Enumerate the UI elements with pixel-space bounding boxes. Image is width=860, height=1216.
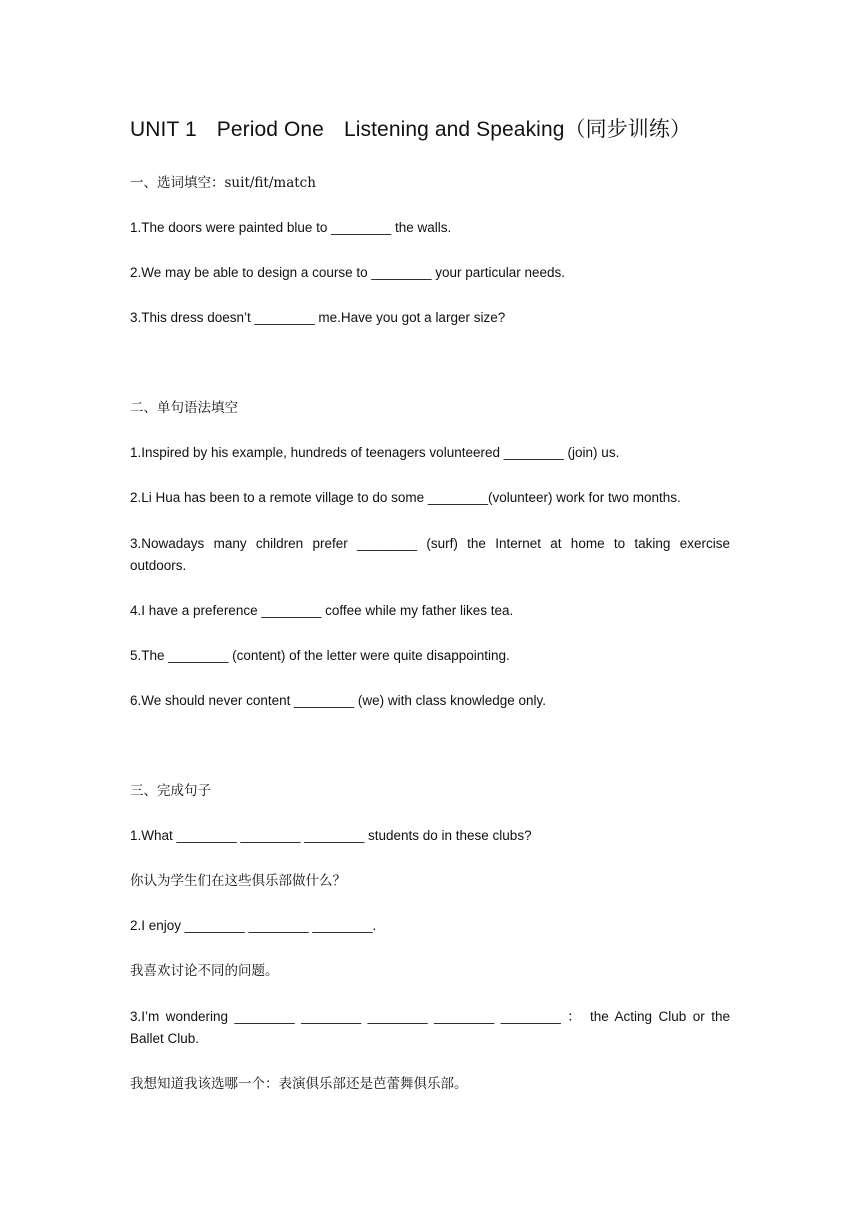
section2-item-6: 6.We should never content ________ (we) with class knowledge only. xyxy=(130,693,546,708)
title-unit: UNIT 1 xyxy=(130,118,197,141)
section2-item-5: 5.The ________ (content) of the letter were quite disappointing. xyxy=(130,648,510,663)
page-title xyxy=(130,113,691,143)
section2-item-3: 3.Nowadays many children prefer ________ (surf) the Internet at home to taking exercise xyxy=(130,536,730,551)
section2-heading: 二、单句语法填空 xyxy=(130,400,238,416)
section3-item-3-continued: Ballet Club. xyxy=(130,1031,200,1046)
title-period: Period One xyxy=(216,118,324,141)
section3-item-1: 1.What ________ ________ ________ students do in these clubs? xyxy=(130,828,532,843)
section1-item-1: 1.The doors were painted blue to ________ the walls. xyxy=(130,220,452,235)
section1-heading: 一、选词填空：suit/fit/match xyxy=(130,175,316,191)
title-topic: Listening and Speaking（同步训练） xyxy=(343,118,692,141)
section3-item-2-translation: 我喜欢讨论不同的问题。 xyxy=(130,963,279,979)
section2-item-3-continued: outdoors. xyxy=(130,558,187,573)
section3-item-3: 3.I’m wondering ________ ________ ________ ________ ________ ： the Acting Club or the xyxy=(130,1009,730,1024)
section2-item-4: 4.I have a preference ________ coffee while my father likes tea. xyxy=(130,603,514,618)
section3-heading: 三、完成句子 xyxy=(130,783,211,799)
section3-item-2: 2.I enjoy ________ ________ ________. xyxy=(130,918,377,933)
section1-item-3: 3.This dress doesn’t ________ me.Have you got a larger size? xyxy=(130,310,506,325)
section1-item-2: 2.We may be able to design a course to ________ your particular needs. xyxy=(130,265,566,280)
section3-item-1-translation: 你认为学生们在这些俱乐部做什么？ xyxy=(130,873,346,889)
section2-item-2: 2.Li Hua has been to a remote village to do some ________(volunteer) work for two months. xyxy=(130,490,681,505)
section2-item-1: 1.Inspired by his example, hundreds of teenagers volunteered ________ (join) us. xyxy=(130,445,620,460)
section3-item-3-translation: 我想知道我该选哪一个：表演俱乐部还是芭蕾舞俱乐部。 xyxy=(130,1076,468,1092)
